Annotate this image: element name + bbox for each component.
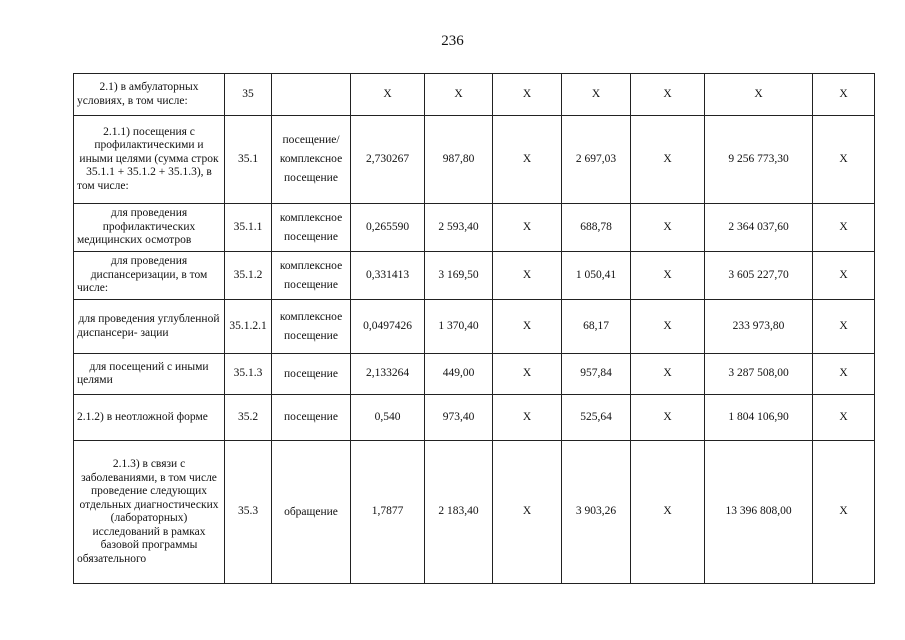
value-cell: 2 183,40: [425, 441, 493, 584]
table-row: [74, 441, 875, 584]
row-number: 35.2: [225, 395, 272, 441]
value-cell: 9 256 773,30: [705, 116, 813, 204]
value-cell: 2,730267: [351, 116, 425, 204]
value-cell: 1 804 106,90: [705, 395, 813, 441]
value-cell: X: [493, 204, 562, 252]
value-cell: 987,80: [425, 116, 493, 204]
table-row: [74, 354, 875, 395]
row-number: 35: [225, 74, 272, 116]
page-number: 236: [441, 33, 464, 49]
row-label: 2.1.1) посещения с профилактическими и иными целями (сумма строк 35.1.1 + 35.1.2 + 35.1.3), в том числе:: [74, 116, 225, 204]
value-cell: X: [493, 441, 562, 584]
value-cell: 0,265590: [351, 204, 425, 252]
value-cell: X: [631, 354, 705, 395]
value-cell: 3 287 508,00: [705, 354, 813, 395]
unit-cell: обращение: [272, 441, 351, 584]
value-cell: X: [813, 354, 875, 395]
value-cell: X: [631, 300, 705, 354]
value-cell: 13 396 808,00: [705, 441, 813, 584]
table-row: [74, 252, 875, 300]
value-cell: X: [813, 204, 875, 252]
row-label: 2.1.3) в связи с заболеваниями, в том числе проведение следующих отдельных диагностических (лабораторных) исследований в рамках базовой программы обязательного: [74, 441, 225, 584]
unit-cell: посещение/ комплексное посещение: [272, 116, 351, 204]
row-number: 35.3: [225, 441, 272, 584]
value-cell: 233 973,80: [705, 300, 813, 354]
value-cell: X: [813, 395, 875, 441]
unit-cell: комплексное посещение: [272, 300, 351, 354]
financing-table: [73, 73, 875, 584]
value-cell: 2 697,03: [562, 116, 631, 204]
value-cell: 3 169,50: [425, 252, 493, 300]
value-cell: X: [631, 116, 705, 204]
value-cell: 957,84: [562, 354, 631, 395]
value-cell: 1 050,41: [562, 252, 631, 300]
row-label: 2.1.2) в неотложной форме: [74, 395, 225, 441]
table-row: [74, 395, 875, 441]
value-cell: X: [493, 300, 562, 354]
row-number: 35.1.1: [225, 204, 272, 252]
table-row: [74, 116, 875, 204]
value-cell: 2 593,40: [425, 204, 493, 252]
value-cell: X: [631, 395, 705, 441]
value-cell: 0,331413: [351, 252, 425, 300]
unit-cell: посещение: [272, 395, 351, 441]
row-label: для проведения профилактических медицинских осмотров: [74, 204, 225, 252]
value-cell: X: [813, 441, 875, 584]
row-number: 35.1.2: [225, 252, 272, 300]
value-cell: X: [813, 74, 875, 116]
row-number: 35.1.2.1: [225, 300, 272, 354]
row-number: 35.1: [225, 116, 272, 204]
value-cell: 525,64: [562, 395, 631, 441]
value-cell: X: [631, 74, 705, 116]
unit-cell: [272, 74, 351, 116]
value-cell: 1,7877: [351, 441, 425, 584]
value-cell: 973,40: [425, 395, 493, 441]
value-cell: X: [813, 116, 875, 204]
row-label: для посещений с иными целями: [74, 354, 225, 395]
value-cell: X: [493, 74, 562, 116]
value-cell: 68,17: [562, 300, 631, 354]
unit-cell: комплексное посещение: [272, 204, 351, 252]
value-cell: X: [631, 252, 705, 300]
value-cell: X: [562, 74, 631, 116]
table-row: [74, 204, 875, 252]
row-label: для проведения диспансеризации, в том числе:: [74, 252, 225, 300]
unit-cell: посещение: [272, 354, 351, 395]
row-label: 2.1) в амбулаторных условиях, в том числе:: [74, 74, 225, 116]
value-cell: 0,0497426: [351, 300, 425, 354]
value-cell: X: [493, 116, 562, 204]
value-cell: 688,78: [562, 204, 631, 252]
row-label: для проведения углубленной диспансери- зации: [74, 300, 225, 354]
table-row: [74, 74, 875, 116]
value-cell: 0,540: [351, 395, 425, 441]
unit-cell: комплексное посещение: [272, 252, 351, 300]
row-number: 35.1.3: [225, 354, 272, 395]
value-cell: X: [493, 395, 562, 441]
value-cell: 2 364 037,60: [705, 204, 813, 252]
value-cell: X: [631, 441, 705, 584]
value-cell: X: [813, 300, 875, 354]
value-cell: X: [705, 74, 813, 116]
value-cell: X: [493, 354, 562, 395]
value-cell: X: [493, 252, 562, 300]
value-cell: 1 370,40: [425, 300, 493, 354]
value-cell: X: [813, 252, 875, 300]
value-cell: X: [351, 74, 425, 116]
value-cell: X: [425, 74, 493, 116]
value-cell: 449,00: [425, 354, 493, 395]
value-cell: 2,133264: [351, 354, 425, 395]
value-cell: 3 903,26: [562, 441, 631, 584]
value-cell: 3 605 227,70: [705, 252, 813, 300]
value-cell: X: [631, 204, 705, 252]
table-row: [74, 300, 875, 354]
